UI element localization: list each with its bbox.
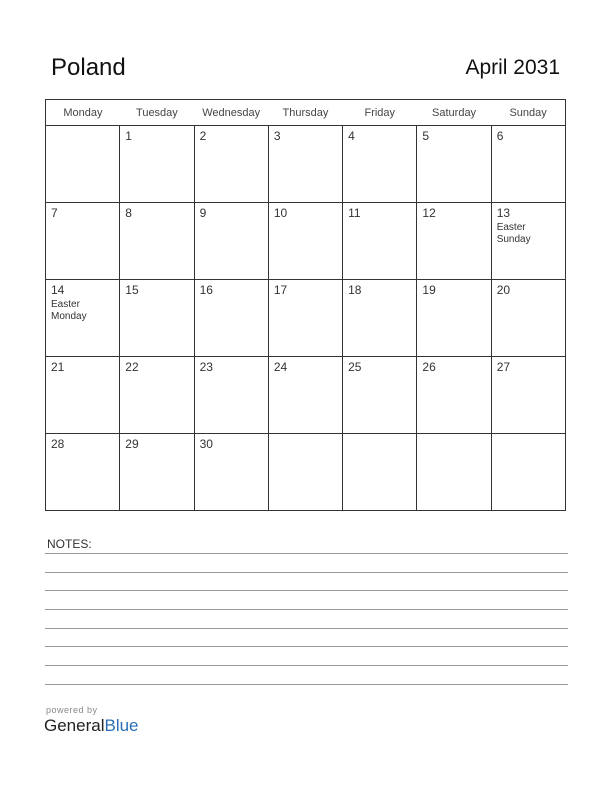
note-line [45,665,568,666]
day-number: 2 [199,129,207,143]
day-number: 4 [348,129,355,143]
calendar-month-title: April 2031 [465,56,560,79]
day-cell [46,434,120,511]
notes-label: NOTES: [47,537,92,551]
day-number: 15 [125,283,139,297]
day-number: 27 [496,360,511,374]
powered-by-text: powered by [46,705,98,715]
day-cell [268,357,342,434]
day-cell [491,357,565,434]
calendar-week-row [46,280,566,357]
day-cell [120,434,194,511]
day-number: 22 [125,360,139,374]
logo-blue-text: Blue [104,716,139,735]
calendar-week-row [46,357,566,434]
day-number: 17 [273,283,288,297]
day-number: 9 [199,206,207,220]
day-cell [46,280,120,357]
day-cell [343,434,417,511]
day-number: 5 [422,129,430,143]
day-number: 26 [422,360,436,374]
holiday-label: Easter Monday [51,299,87,322]
day-cell [268,280,342,357]
day-number: 7 [51,206,58,220]
holiday-label: Easter Sunday [496,222,531,245]
day-cell [417,280,491,357]
day-number: 25 [348,360,362,374]
day-number: 10 [273,206,288,220]
note-line [45,684,568,685]
weekday-header: Thursday [268,100,342,126]
day-cell [268,126,342,203]
day-cell [417,126,491,203]
day-number: 24 [273,360,288,374]
day-cell [343,357,417,434]
day-cell [268,203,342,280]
day-number: 28 [51,437,65,451]
day-cell [46,203,120,280]
day-cell [194,434,268,511]
weekday-header: Monday [46,100,120,126]
day-cell [120,357,194,434]
note-line [45,590,568,591]
day-cell [343,126,417,203]
calendar-week-row [46,203,566,280]
day-cell [194,126,268,203]
note-line [45,646,568,647]
day-cell [194,280,268,357]
day-number: 11 [348,206,361,220]
day-cell [491,280,565,357]
generalblue-logo [44,716,139,736]
calendar-body [46,126,566,511]
day-cell [46,126,120,203]
day-number: 12 [422,206,436,220]
day-number: 18 [348,283,362,297]
day-cell [491,203,565,280]
note-line [45,609,568,610]
day-cell [343,203,417,280]
day-number: 3 [273,129,281,143]
day-cell [417,203,491,280]
day-number: 23 [199,360,213,374]
day-cell [417,357,491,434]
note-line [45,572,568,573]
weekday-header: Saturday [417,100,491,126]
day-number: 21 [51,360,65,374]
day-number: 19 [422,283,436,297]
calendar-country-title: Poland [51,54,126,81]
day-cell [120,126,194,203]
day-number: 8 [125,206,132,220]
day-number: 1 [125,129,132,143]
day-number: 6 [496,129,504,143]
day-cell [194,357,268,434]
day-number: 16 [199,283,213,297]
weekday-header: Tuesday [120,100,194,126]
note-line [45,628,568,629]
day-number: 20 [496,283,511,297]
day-cell [491,126,565,203]
calendar-week-row [46,126,566,203]
logo-general-text: General [44,716,105,735]
calendar-grid [45,99,566,511]
day-number: 14 [51,283,65,297]
weekday-header: Friday [343,100,417,126]
day-cell [491,434,565,511]
weekday-header: Sunday [491,100,565,126]
day-cell [343,280,417,357]
day-cell [194,203,268,280]
day-number: 13 [496,206,511,220]
day-cell [417,434,491,511]
day-number: 30 [199,437,213,451]
day-cell [120,203,194,280]
weekday-header: Wednesday [194,100,268,126]
day-number: 29 [125,437,139,451]
note-line [45,553,568,554]
calendar-week-row [46,434,566,511]
day-cell [268,434,342,511]
day-cell [46,357,120,434]
weekday-header-row [46,100,566,126]
day-cell [120,280,194,357]
